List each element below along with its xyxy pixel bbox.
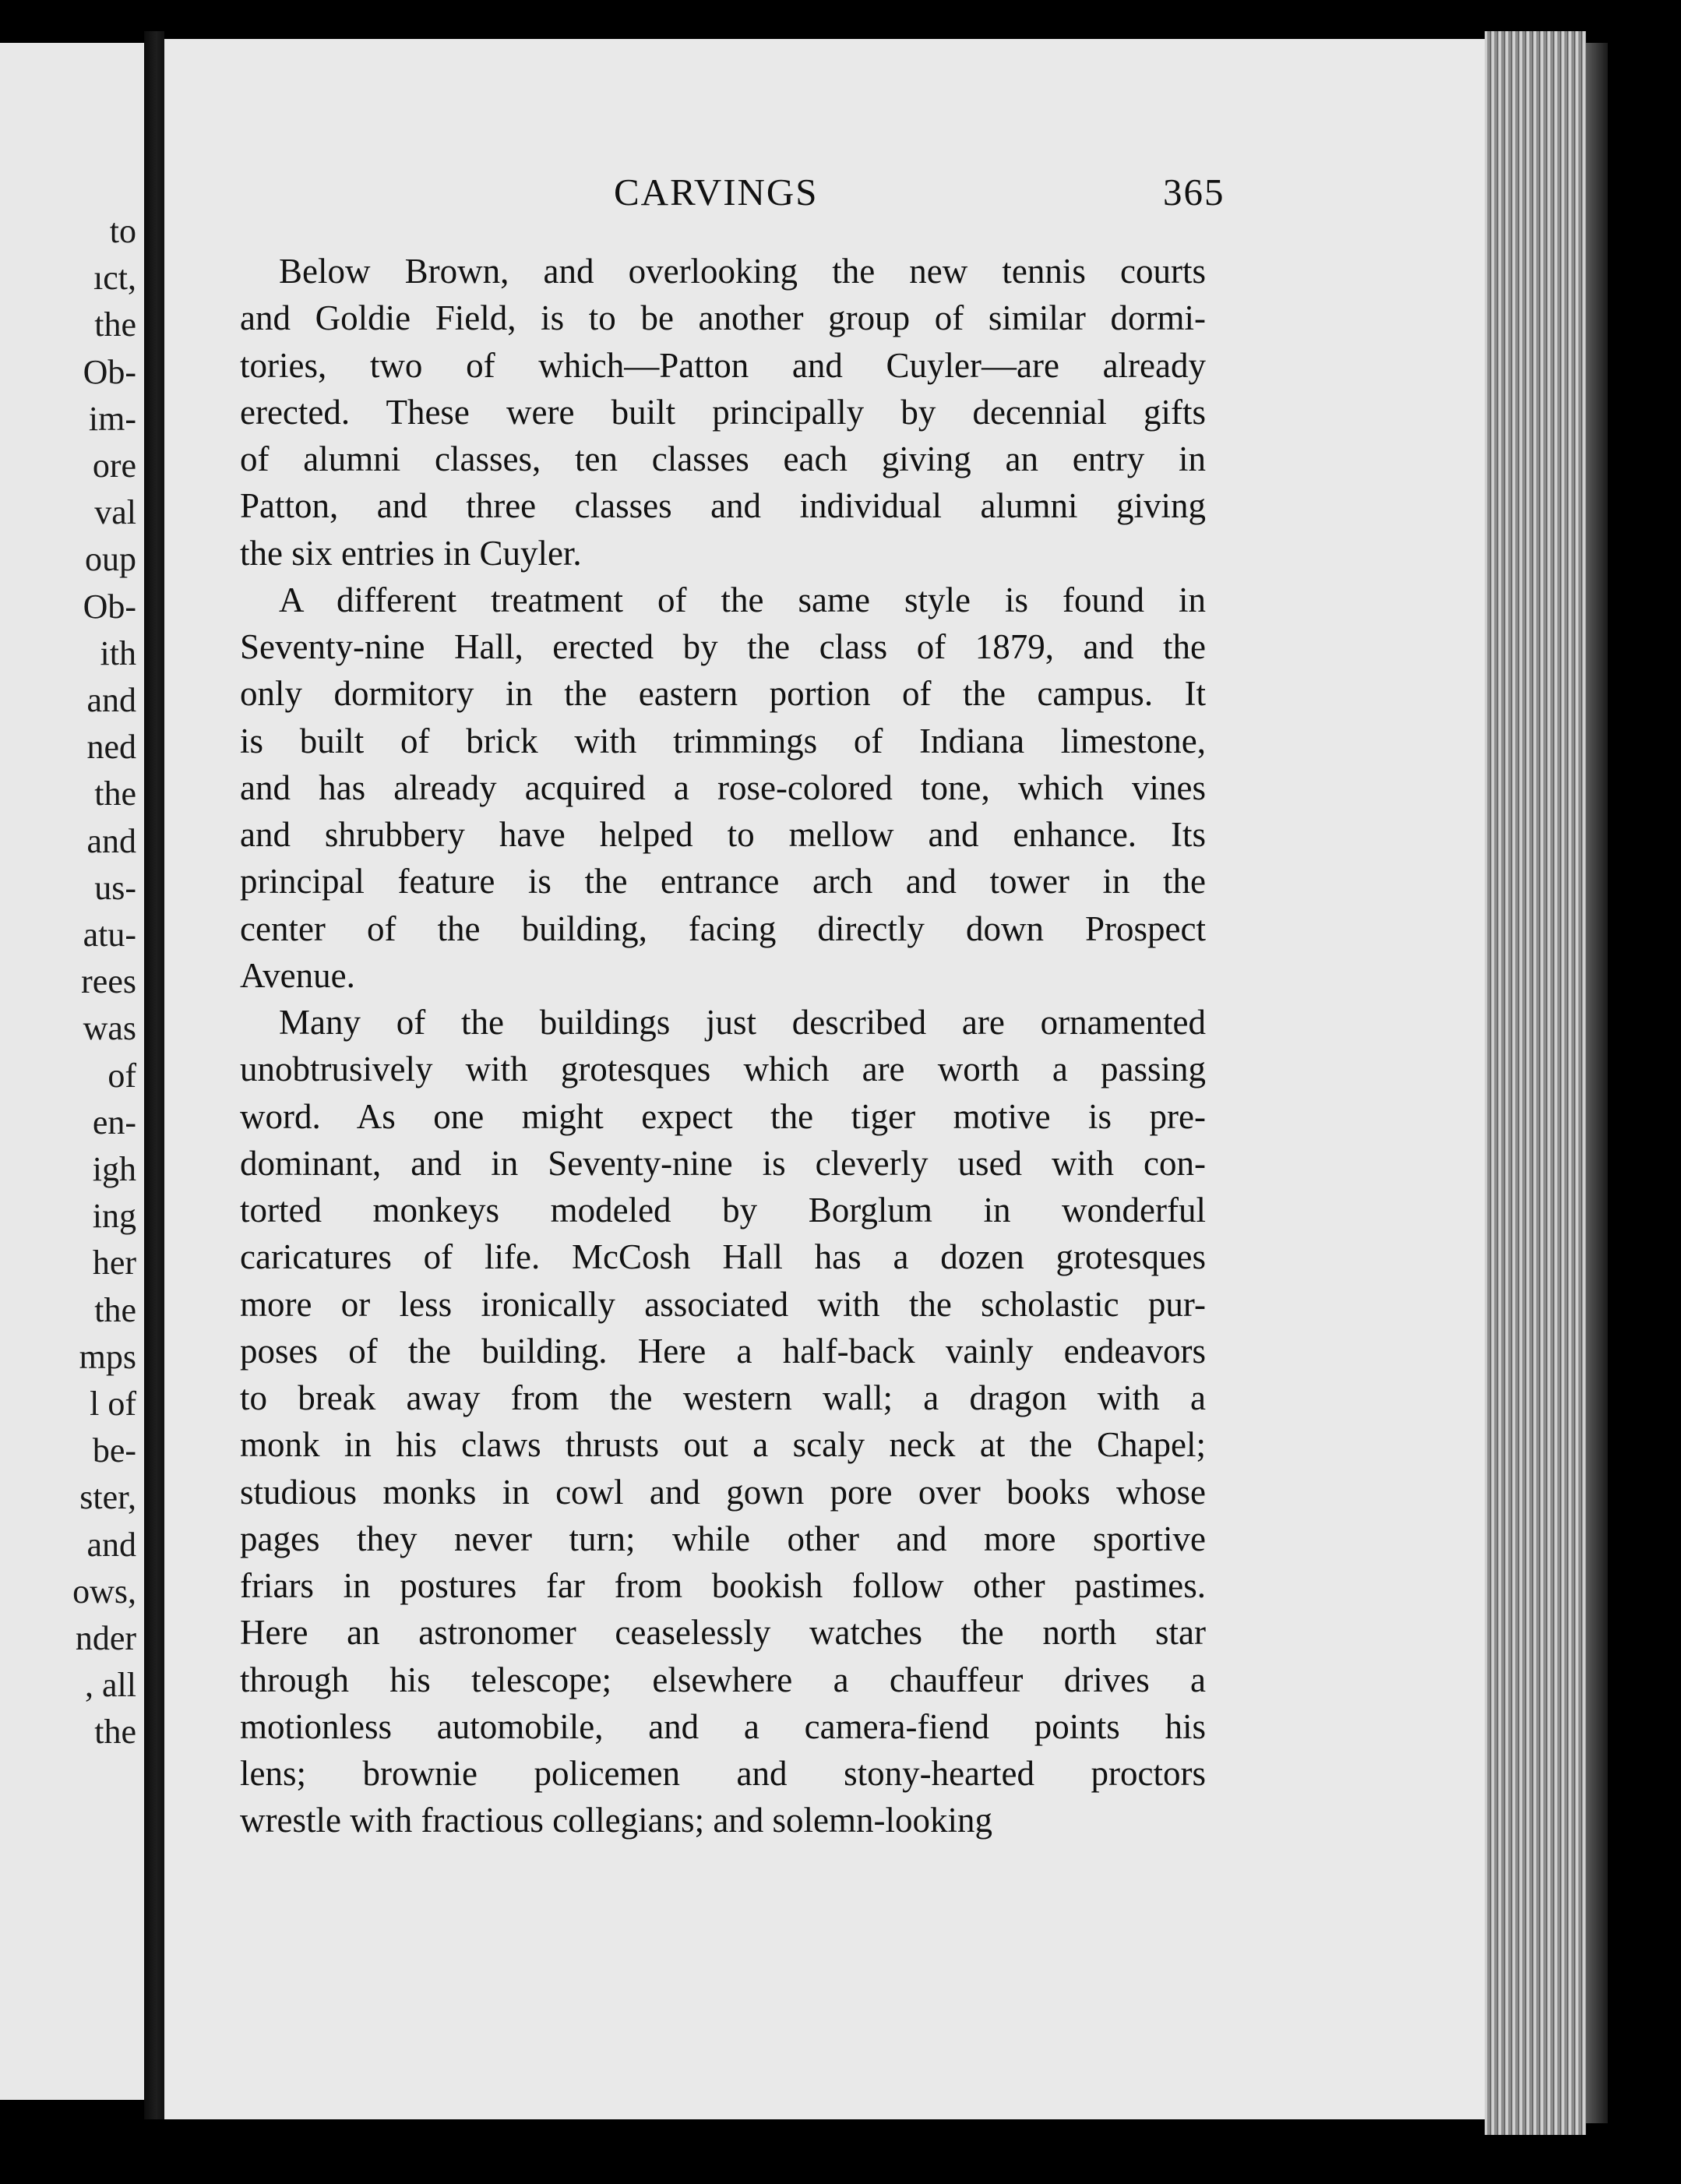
left-page-line-fragment: rees — [81, 962, 136, 1001]
left-page-line-fragment: be- — [92, 1431, 136, 1470]
text-line: Below Brown, and overlooking the new tennis courts — [279, 252, 1206, 291]
text-line: poses of the building. Here a half-back vainly endeavors — [240, 1331, 1206, 1371]
body-text — [240, 248, 1206, 1844]
text-line: caricatures of life. McCosh Hall has a dozen grotesques — [240, 1237, 1206, 1277]
running-head-title: CARVINGS — [614, 171, 819, 213]
left-page-line-fragment: to — [109, 212, 136, 250]
text-line: Avenue. — [240, 955, 355, 995]
text-line: principal feature is the entrance arch and tower in the — [240, 862, 1206, 901]
text-line: motionless automobile, and a camera-fiend points his — [240, 1706, 1206, 1746]
text-line: pages they never turn; while other and more sportive — [240, 1519, 1206, 1558]
left-page-line-fragment: im- — [88, 399, 136, 438]
text-line: friars in postures far from bookish follow other pastimes. — [240, 1566, 1206, 1605]
text-line: and Goldie Field, is to be another group of similar dormi- — [240, 298, 1206, 338]
text-line: Here an astronomer ceaselessly watches the north star — [240, 1613, 1206, 1653]
left-page-line-fragment: her — [92, 1244, 136, 1283]
text-line: is built of brick with trimmings of Indiana limestone, — [240, 721, 1206, 760]
text-line: studious monks in cowl and gown pore over books whose — [240, 1472, 1206, 1512]
left-page-line-fragment: ith — [100, 633, 136, 672]
text-line: the six entries in Cuyler. — [240, 533, 582, 573]
left-page-line-fragment: ned — [86, 728, 136, 767]
left-page-line-fragment: Ob- — [83, 352, 136, 391]
left-page-line-fragment: Ob- — [83, 587, 136, 626]
text-line: center of the building, facing directly down Prospect — [240, 909, 1206, 948]
left-page-line-fragment: igh — [92, 1150, 136, 1188]
left-page-line-fragment: atu- — [83, 916, 136, 954]
text-line: only dormitory in the eastern portion of the campus. It — [240, 674, 1206, 714]
left-page-line-fragment: us- — [94, 868, 136, 907]
text-line: and shrubbery have helped to mellow and enhance. Its — [240, 815, 1206, 854]
left-page-line-fragment: of — [107, 1056, 136, 1095]
text-line: Patton, and three classes and individual alumni giving — [240, 486, 1206, 526]
text-line: dominant, and in Seventy-nine is cleverly used with con- — [240, 1143, 1206, 1183]
text-line: Many of the buildings just described are ornamented — [279, 1003, 1206, 1042]
left-page-line-fragment: and — [86, 1525, 136, 1564]
text-line: word. As one might expect the tiger motive is pre- — [240, 1096, 1206, 1136]
text-line: to break away from the western wall; a dragon with a — [240, 1378, 1206, 1417]
left-page-line-fragment: ster, — [79, 1478, 136, 1517]
left-page-line-fragment: en- — [92, 1103, 136, 1141]
text-line: wrestle with fractious collegians; and solemn-looking — [240, 1801, 993, 1840]
book-gutter — [144, 31, 164, 2119]
page-edge-shadow — [1586, 43, 1608, 2123]
text-line: torted monkeys modeled by Borglum in wonderful — [240, 1191, 1206, 1230]
page-number: 365 — [1163, 171, 1225, 213]
left-page-line-fragment: , all — [85, 1666, 136, 1705]
left-page-line-fragment: was — [83, 1009, 136, 1048]
left-page-line-fragment: the — [94, 774, 136, 813]
text-line: Seventy-nine Hall, erected by the class of 1879, and the — [240, 627, 1206, 666]
left-page-line-fragment: ıct, — [93, 259, 136, 298]
left-page-line-fragment: nder — [75, 1619, 136, 1657]
text-line: erected. These were built principally by decennial gifts — [240, 392, 1206, 432]
left-page-line-fragment: ing — [92, 1197, 136, 1236]
text-line: tories, two of which—Patton and Cuyler—are already — [240, 345, 1206, 385]
text-line: more or less ironically associated with the scholastic pur- — [240, 1284, 1206, 1324]
left-page-line-fragment: ore — [92, 446, 136, 485]
left-page-line-fragment: the — [94, 305, 136, 344]
left-page-fragment — [0, 43, 144, 2100]
left-page-line-fragment: val — [94, 493, 136, 532]
left-page-line-fragment: ows, — [72, 1572, 136, 1611]
text-line: lens; brownie policemen and stony-hearted proctors — [240, 1754, 1206, 1793]
left-page-line-fragment: l of — [90, 1385, 136, 1423]
text-line: through his telescope; elsewhere a chauffeur drives a — [240, 1660, 1206, 1699]
left-page-line-fragment: the — [94, 1290, 136, 1329]
left-page-line-fragment: and — [86, 821, 136, 860]
text-line: A different treatment of the same style is found in — [279, 580, 1206, 619]
page-edges — [1485, 31, 1586, 2135]
left-page-line-fragment: and — [86, 681, 136, 719]
left-page-line-fragment: the — [94, 1713, 136, 1752]
left-page-line-fragment: mps — [79, 1337, 136, 1376]
text-line: monk in his claws thrusts out a scaly neck at the Chapel; — [240, 1425, 1206, 1465]
text-line: unobtrusively with grotesques which are worth a passing — [240, 1050, 1206, 1089]
text-line: of alumni classes, ten classes each giving an entry in — [240, 439, 1206, 478]
text-line: and has already acquired a rose-colored tone, which vines — [240, 767, 1206, 807]
left-page-line-fragment: oup — [85, 540, 136, 579]
